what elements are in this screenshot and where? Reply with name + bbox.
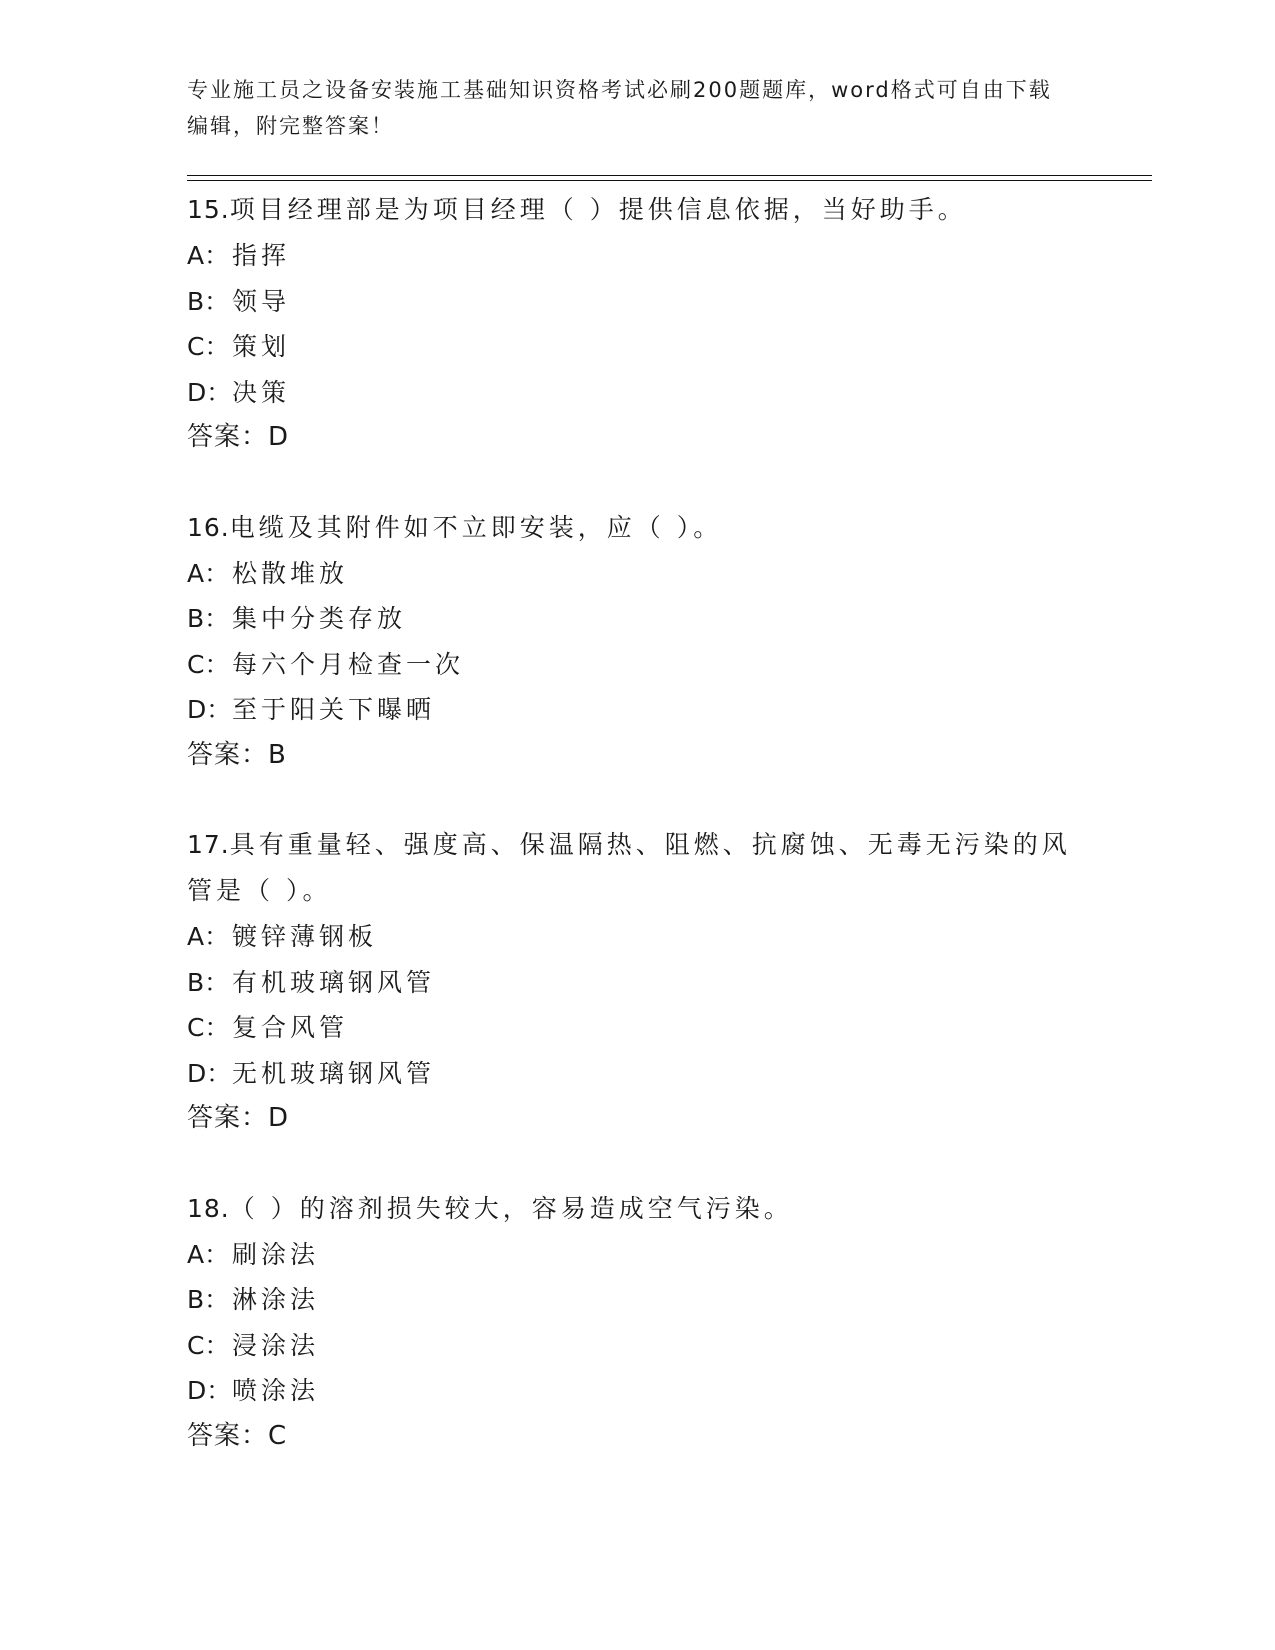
option-text: 松散堆放	[232, 558, 349, 588]
question-number: 17.	[187, 830, 230, 859]
answer-line: 答案：C	[187, 1420, 288, 1451]
option-c	[187, 642, 1087, 688]
header-divider-bottom	[187, 180, 1152, 181]
option-d	[187, 1051, 1087, 1097]
option-b	[187, 279, 1087, 325]
option-d	[187, 370, 1087, 416]
question-stem	[187, 1186, 1087, 1232]
option-text: 集中分类存放	[232, 604, 407, 633]
option-b	[187, 1277, 1087, 1323]
option-letter: A：	[187, 1239, 230, 1269]
option-letter: D：	[187, 1376, 232, 1405]
option-letter: D：	[187, 695, 232, 724]
question-text: 电缆及其附件如不立即安装，应（ ）。	[229, 512, 723, 542]
option-text: 每六个月检查一次	[232, 649, 465, 679]
option-b	[187, 596, 1087, 642]
question-stem	[187, 822, 1087, 914]
question-text: （ ）的溶剂损失较大，容易造成空气污染。	[229, 1193, 793, 1223]
question-list	[187, 187, 1087, 1503]
header-divider-top	[187, 175, 1152, 176]
option-letter: C：	[187, 649, 230, 679]
question-text: 项目经理部是为项目经理（ ）提供信息依据，当好助手。	[229, 195, 967, 224]
option-letter: C：	[187, 1013, 230, 1042]
option-letter: B：	[187, 967, 230, 997]
option-text: 决策	[232, 377, 291, 407]
option-letter: B：	[187, 604, 230, 633]
option-d	[187, 1368, 1087, 1414]
option-text: 指挥	[232, 241, 291, 270]
document-header: 专业施工员之设备安装施工基础知识资格考试必刷200题题库，word格式可自由下载编辑，附完整答案！	[187, 78, 1052, 138]
option-c	[187, 1323, 1087, 1369]
question-18	[187, 1186, 1087, 1460]
option-letter: C：	[187, 1330, 230, 1360]
option-letter: A：	[187, 558, 230, 588]
option-text: 策划	[232, 332, 291, 361]
option-text: 浸涂法	[232, 1330, 320, 1360]
question-stem	[187, 505, 1087, 551]
option-b	[187, 960, 1087, 1006]
option-letter: D：	[187, 1058, 232, 1088]
option-text: 无机玻璃钢风管	[232, 1058, 436, 1088]
option-text: 复合风管	[232, 1013, 349, 1042]
option-letter: D：	[187, 377, 232, 407]
option-a	[187, 233, 1087, 279]
option-text: 喷涂法	[232, 1376, 320, 1405]
answer-line: 答案：D	[187, 1103, 290, 1133]
question-number: 16.	[187, 512, 230, 542]
option-a	[187, 914, 1087, 960]
option-a	[187, 1232, 1087, 1278]
question-number: 15.	[187, 195, 230, 224]
question-number: 18.	[187, 1193, 230, 1223]
option-d	[187, 687, 1087, 733]
option-letter: A：	[187, 922, 230, 951]
question-15	[187, 187, 1087, 461]
question-text: 具有重量轻、强度高、保温隔热、阻燃、抗腐蚀、无毒无污染的风管是（ ）。	[187, 830, 1071, 905]
option-text: 有机玻璃钢风管	[232, 967, 436, 997]
option-c	[187, 324, 1087, 370]
question-17	[187, 822, 1087, 1142]
option-text: 刷涂法	[232, 1239, 320, 1269]
option-a	[187, 551, 1087, 597]
option-letter: B：	[187, 286, 230, 316]
answer-line: 答案：D	[187, 422, 290, 452]
option-letter: C：	[187, 332, 230, 361]
option-text: 淋涂法	[232, 1285, 320, 1314]
option-text: 领导	[232, 286, 291, 316]
option-text: 至于阳关下曝晒	[232, 695, 436, 724]
question-stem	[187, 187, 1087, 233]
option-letter: A：	[187, 241, 230, 270]
option-c	[187, 1005, 1087, 1051]
answer-line: 答案：B	[187, 739, 287, 770]
question-16	[187, 505, 1087, 779]
option-text: 镀锌薄钢板	[232, 922, 378, 951]
option-letter: B：	[187, 1285, 230, 1314]
